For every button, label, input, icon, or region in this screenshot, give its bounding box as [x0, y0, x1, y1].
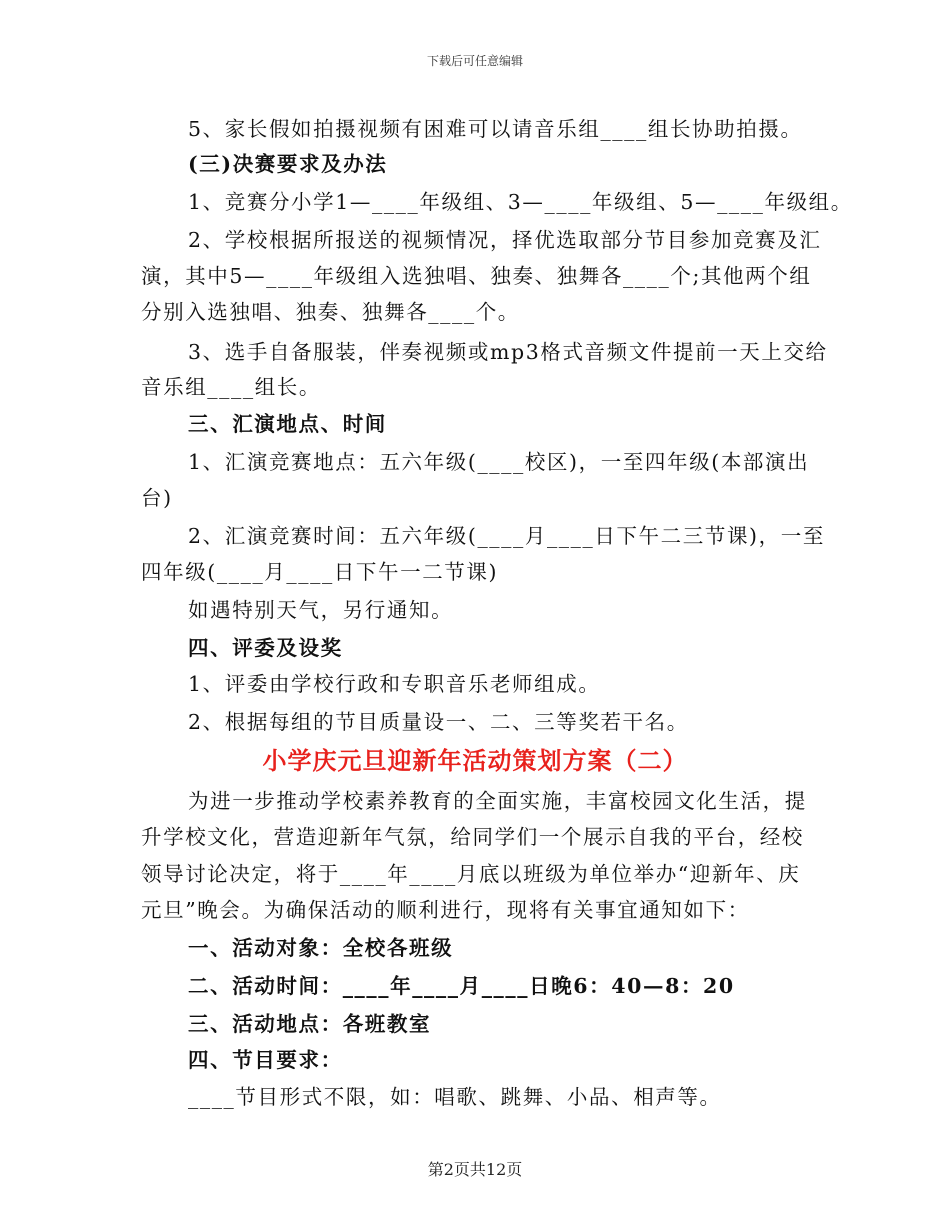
paragraph-line: 2、根据每组的节目质量设一、二、三等奖若干名。 [188, 710, 689, 734]
paragraph-line: 1、汇演竞赛地点：五六年级(____校区)，一至四年级(本部演出 [188, 450, 810, 474]
section-heading: 三、汇演地点、时间 [188, 412, 387, 436]
paragraph-line: 领导讨论决定，将于____年____月底以班级为单位举办“迎新年、庆 [141, 862, 801, 886]
paragraph-line: 演，其中5—____年级组入选独唱、独奏、独舞各____个;其他两个组 [141, 264, 812, 288]
section-heading: 一、活动对象：全校各班级 [188, 936, 454, 960]
paragraph-line: 元旦”晚会。为确保活动的顺利进行，现将有关事宜通知如下： [141, 898, 750, 922]
paragraph-line: 为进一步推动学校素养教育的全面实施，丰富校园文化生活，提 [188, 789, 807, 813]
header-note: 下载后可任意编辑 [426, 54, 523, 68]
paragraph-line: 5、家长假如拍摄视频有困难可以请音乐组____组长协助拍摄。 [188, 117, 803, 141]
paragraph-line: 四年级(____月____日下午一二节课) [141, 560, 499, 584]
section-title: 小学庆元旦迎新年活动策划方案（二） [262, 746, 688, 775]
paragraph-line: 台) [141, 486, 173, 510]
paragraph-line: 升学校文化，营造迎新年气氛，给同学们一个展示自我的平台，经校 [141, 825, 804, 849]
paragraph-line: 2、汇演竞赛时间：五六年级(____月____日下午二三节课)，一至 [188, 524, 825, 548]
section-heading: 四、评委及设奖 [188, 636, 343, 660]
paragraph-line: 音乐组____组长。 [141, 375, 321, 399]
paragraph-line: ____节目形式不限，如：唱歌、跳舞、小品、相声等。 [188, 1085, 722, 1109]
paragraph-line: 2、学校根据所报送的视频情况，择优选取部分节目参加竞赛及汇 [188, 228, 822, 252]
section-heading: 三、活动地点：各班教室 [188, 1012, 432, 1036]
section-heading: 四、节目要求： [188, 1048, 343, 1072]
page-footer: 第2页共12页 [427, 1160, 523, 1179]
section-heading: (三)决赛要求及办法 [188, 152, 388, 176]
paragraph-line: 分别入选独唱、独奏、独舞各____个。 [141, 300, 520, 324]
section-heading: 二、活动时间：____年____月____日晚6：40—8：20 [188, 974, 735, 998]
paragraph-line: 1、竞赛分小学1—____年级组、3—____年级组、5—____年级组。 [188, 190, 853, 214]
paragraph-line: 3、选手自备服装，伴奏视频或mp3格式音频文件提前一天上交给 [188, 340, 828, 364]
paragraph-line: 1、评委由学校行政和专职音乐老师组成。 [188, 672, 601, 696]
paragraph-line: 如遇特别天气，另行通知。 [188, 598, 454, 622]
